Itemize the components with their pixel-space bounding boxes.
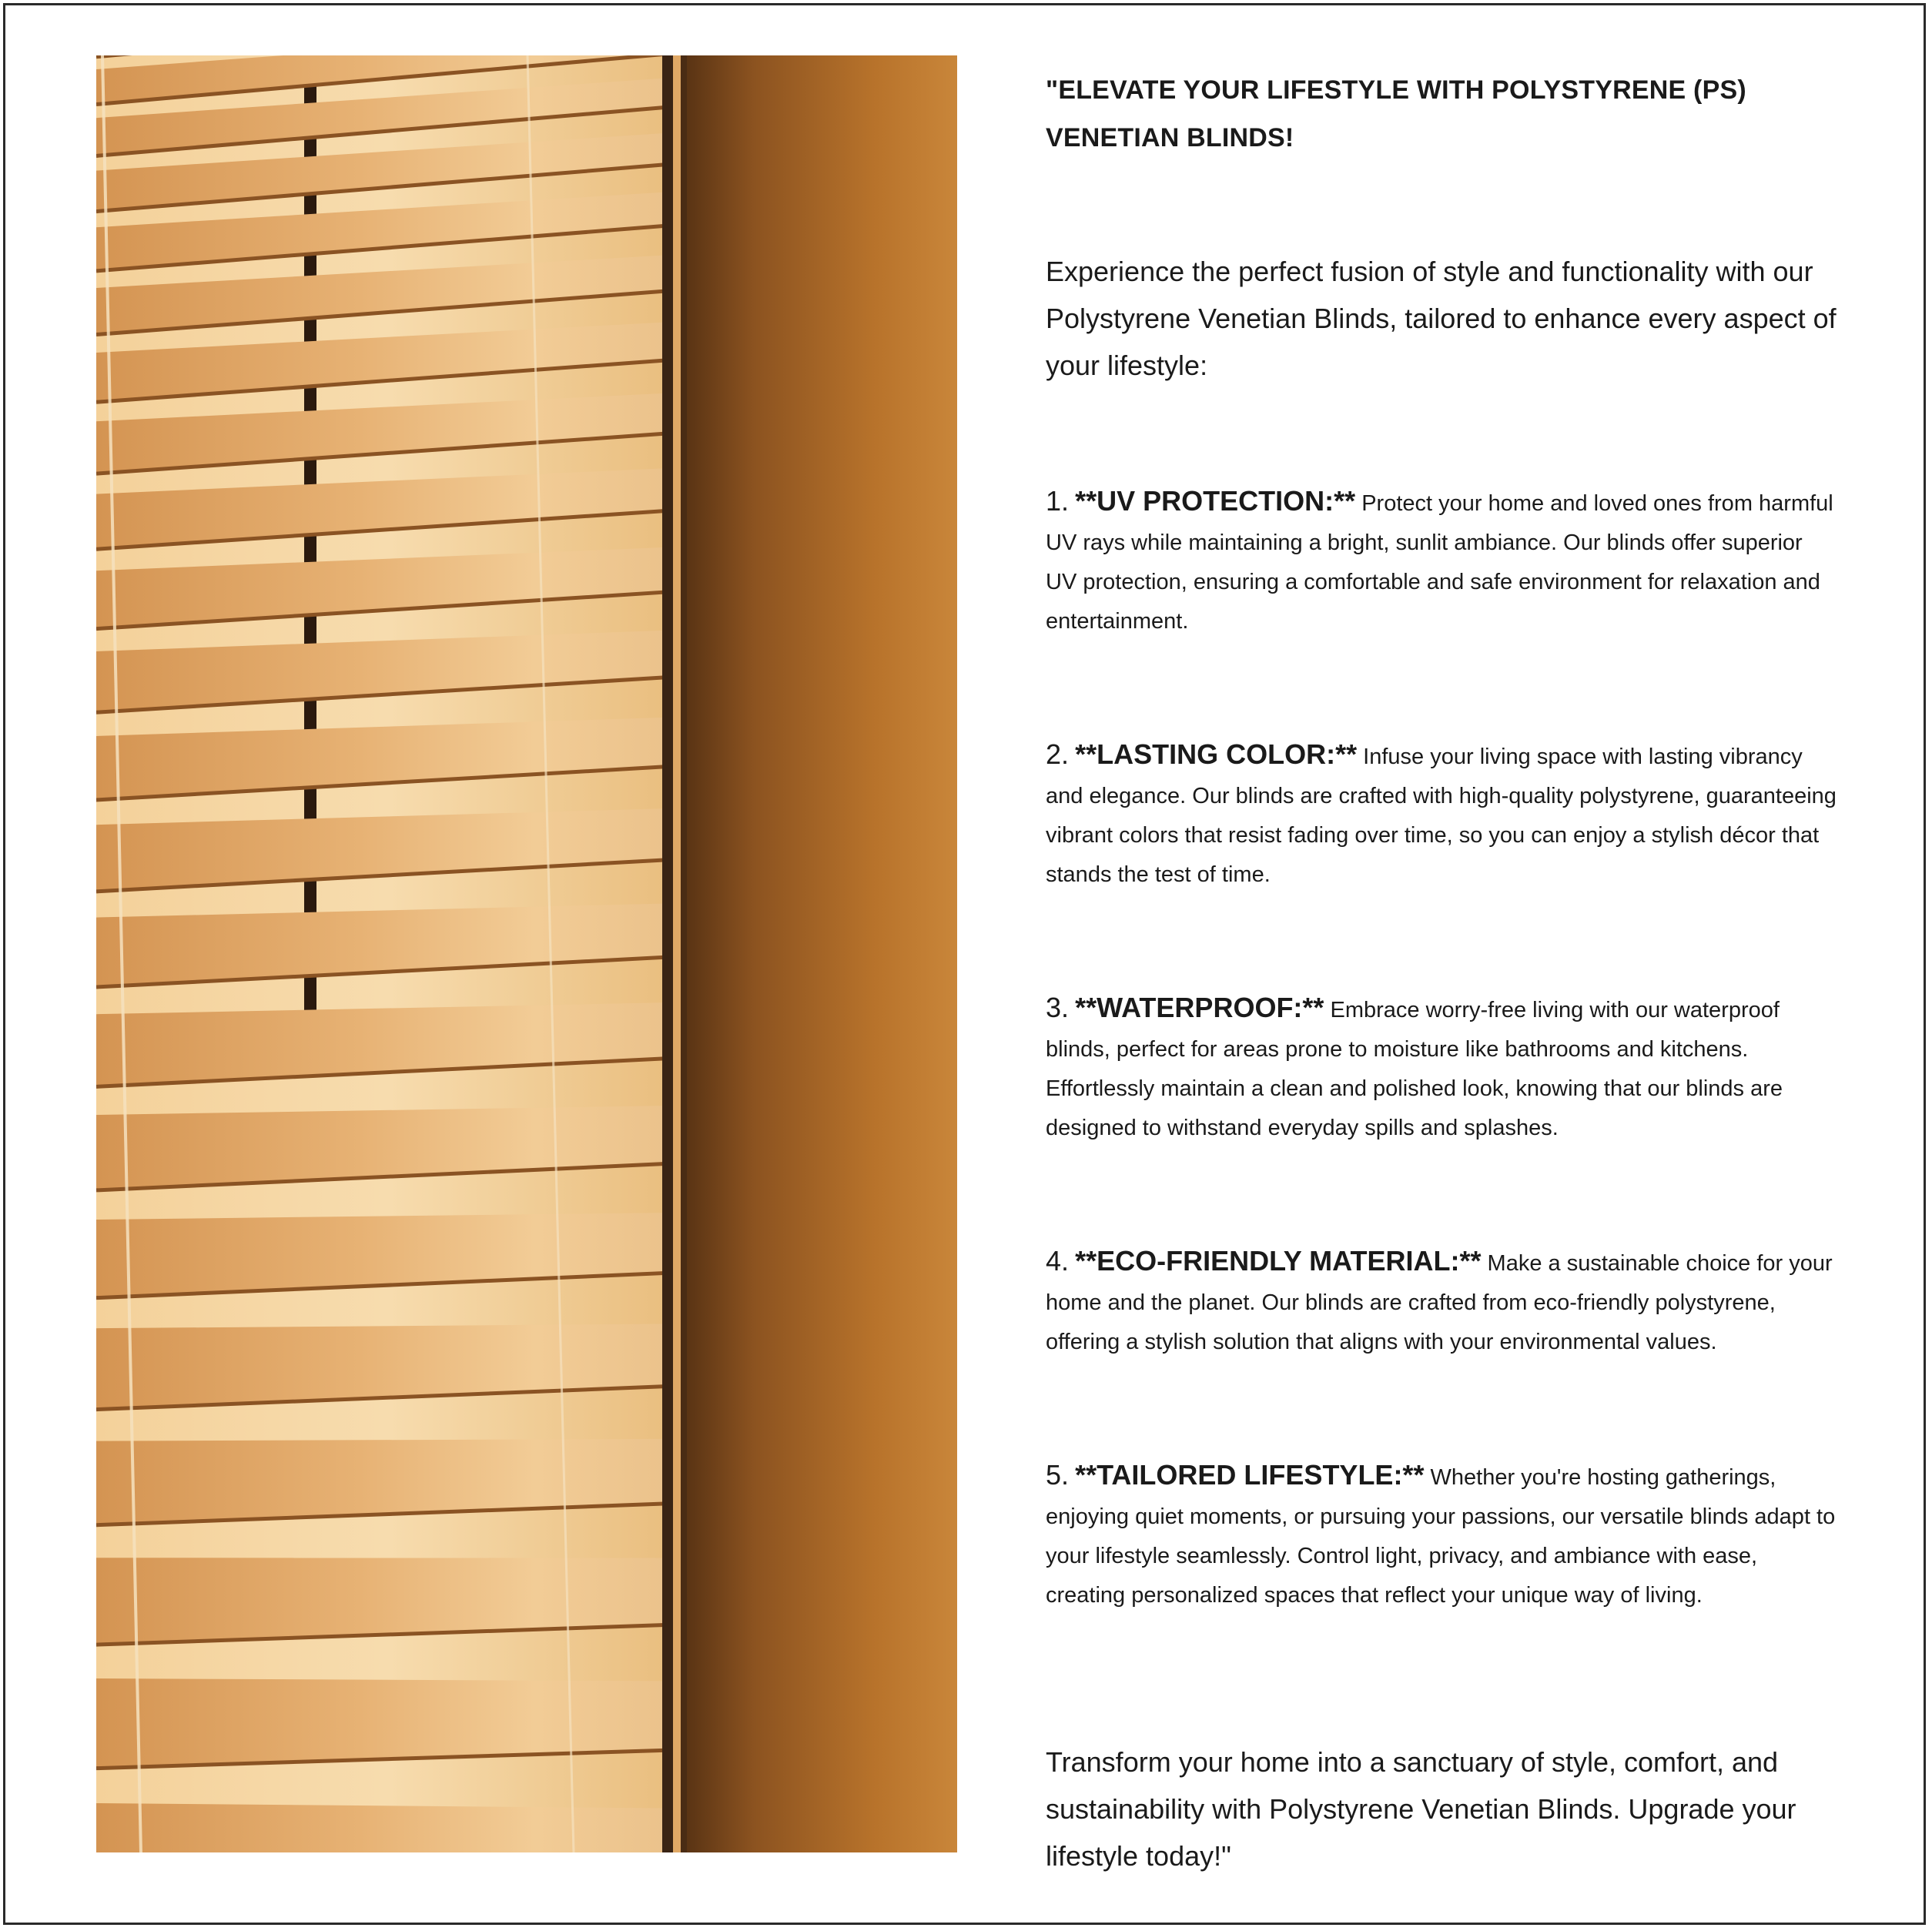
feature-number: 5. <box>1046 1459 1070 1491</box>
feature-text: Protect your home and loved ones from harmful UV rays while maintaining a bright, sunlit ambiance. Our blinds offer superior UV protection, ensuring a comfortable and safe environment for relaxation and entertainment. <box>1046 491 1833 634</box>
feature-label: **WATERPROOF:** <box>1075 992 1324 1023</box>
frame-edge-dark <box>662 55 673 1852</box>
intro-paragraph: Experience the perfect fusion of style and functionality with our Polystyrene Venetian Blinds, tailored to enhance every aspect of your lifestyle: <box>1046 256 1837 381</box>
venetian-blinds-photo <box>96 55 957 1852</box>
blind-slat <box>96 1803 681 1852</box>
feature-number: 3. <box>1046 992 1070 1023</box>
headline: "ELEVATE YOUR LIFESTYLE WITH POLYSTYRENE (PS) VENETIAN BLINDS! <box>1046 75 1746 152</box>
feature-number: 4. <box>1046 1245 1070 1277</box>
frame-edge-shadow <box>681 55 687 1852</box>
feature-label: **UV PROTECTION:** <box>1075 485 1356 517</box>
feature-waterproof <box>1046 988 1839 1148</box>
feature-label: **ECO-FRIENDLY MATERIAL:** <box>1075 1245 1482 1277</box>
product-copy <box>1046 66 1839 1872</box>
frame-edge-light <box>673 55 681 1852</box>
feature-text: Infuse your living space with lasting vibrancy and elegance. Our blinds are crafted with high-quality polystyrene, guaranteeing vibrant colors that resist fading over time, so you can enjoy a stylish décor that stands the test of time. <box>1046 745 1837 887</box>
feature-eco-friendly-material <box>1046 1241 1839 1362</box>
feature-number: 1. <box>1046 485 1070 517</box>
feature-lasting-color <box>1046 735 1839 895</box>
feature-label: **LASTING COLOR:** <box>1075 738 1358 770</box>
feature-number: 2. <box>1046 738 1070 770</box>
side-wall <box>687 55 957 1852</box>
feature-tailored-lifestyle <box>1046 1455 1839 1615</box>
closing-paragraph: Transform your home into a sanctuary of style, comfort, and sustainability with Polystyrene Venetian Blinds. Upgrade your lifestyle today!" <box>1046 1746 1796 1872</box>
window-mullion <box>304 55 316 1056</box>
feature-text: Embrace worry-free living with our waterproof blinds, perfect for areas prone to moisture like bathrooms and kitchens. Effortlessly maintain a clean and polished look, knowing that our blinds are designed to withstand everyday spills and splashes. <box>1046 998 1783 1140</box>
feature-text: Whether you're hosting gatherings, enjoying quiet moments, or pursuing your passions, our versatile blinds adapt to your lifestyle seamlessly. Control light, privacy, and ambiance with ease, creating personalized spaces that reflect your unique way of living. <box>1046 1465 1836 1608</box>
feature-uv-protection <box>1046 481 1839 641</box>
feature-label: **TAILORED LIFESTYLE:** <box>1075 1459 1425 1491</box>
feature-text: Make a sustainable choice for your home and the planet. Our blinds are crafted from eco-friendly polystyrene, offering a stylish solution that aligns with your environmental values. <box>1046 1251 1833 1354</box>
